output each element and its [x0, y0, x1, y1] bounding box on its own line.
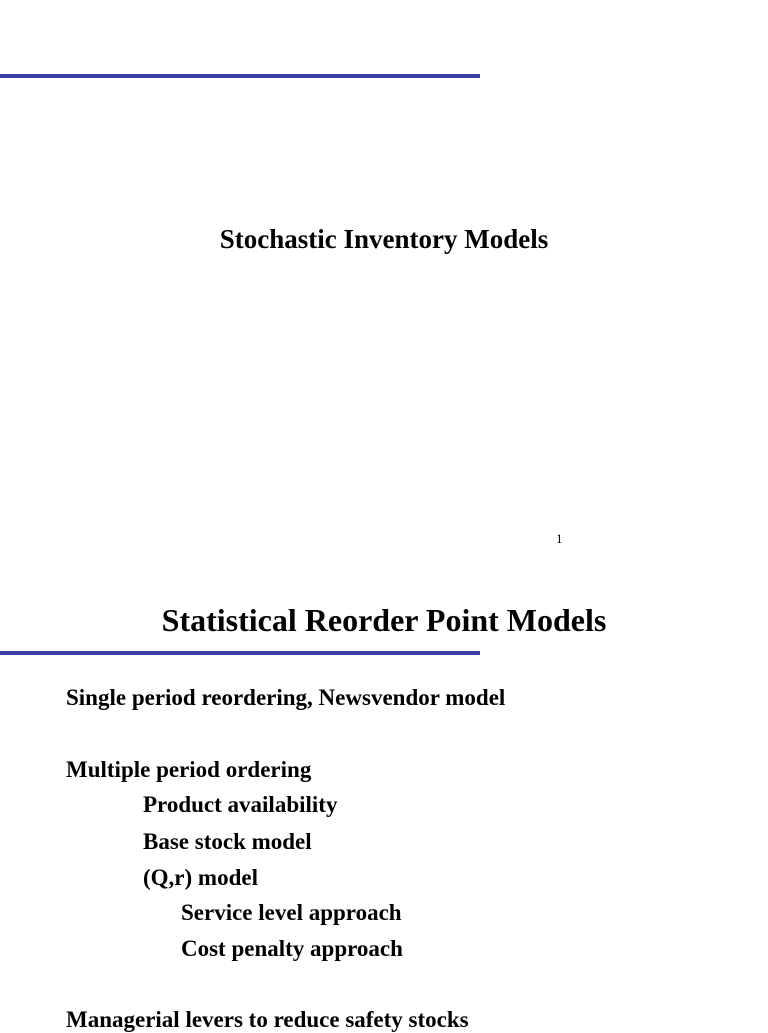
bullet-service-level: Service level approach — [181, 900, 402, 925]
slide1-header-rule — [0, 74, 480, 78]
slide2-title: Statistical Reorder Point Models — [161, 602, 607, 638]
slide1-title: Stochastic Inventory Models — [219, 224, 549, 254]
bullet-managerial-levers: Managerial levers to reduce safety stocks — [66, 1007, 469, 1032]
bullet-multiple-period: Multiple period ordering — [66, 757, 312, 782]
bullet-product-availability: Product availability — [143, 792, 338, 817]
bullet-base-stock: Base stock model — [143, 829, 312, 854]
bullet-newsvendor: Single period reordering, Newsvendor model — [66, 685, 506, 710]
slide2-title-rule — [0, 651, 480, 655]
bullet-qr-model: (Q,r) model — [143, 865, 258, 890]
page-number: 1 — [556, 531, 563, 546]
bullet-cost-penalty: Cost penalty approach — [181, 936, 403, 961]
